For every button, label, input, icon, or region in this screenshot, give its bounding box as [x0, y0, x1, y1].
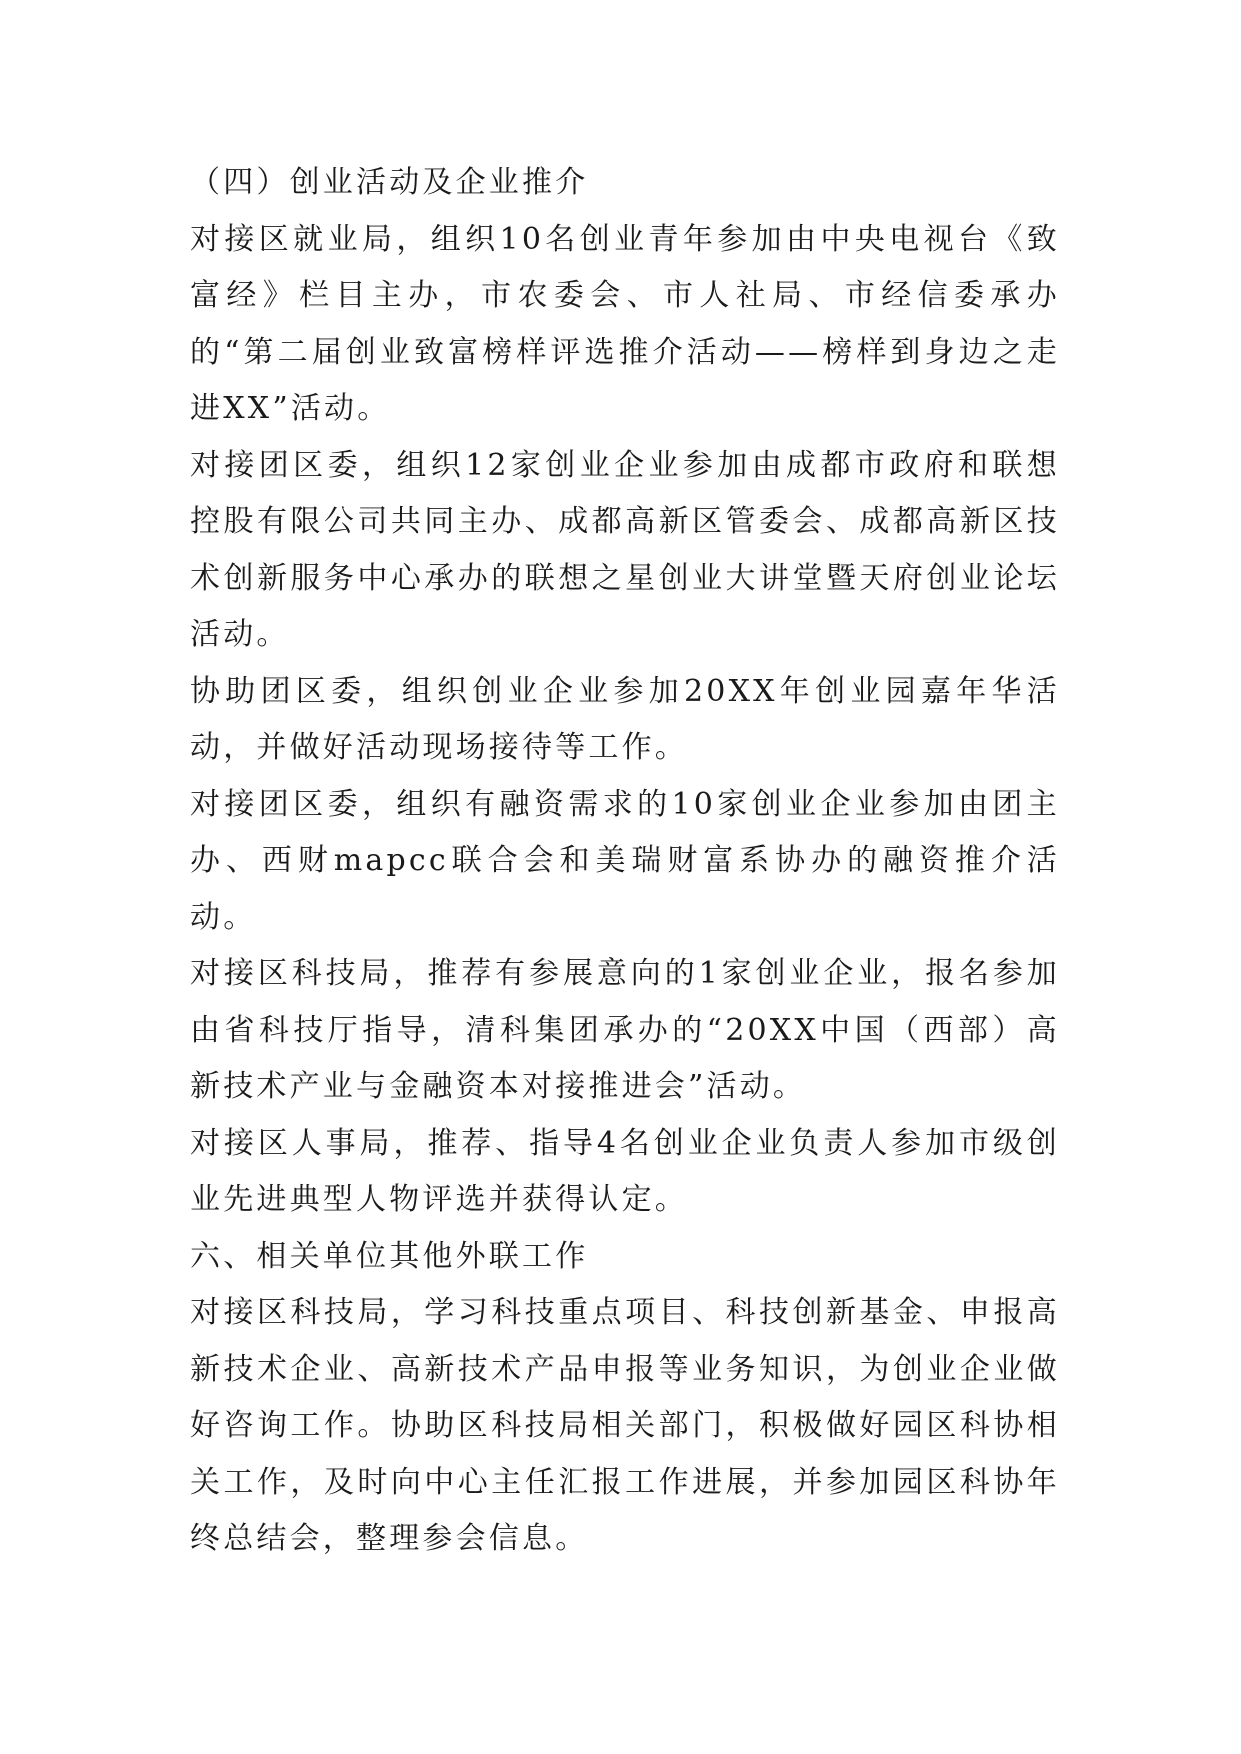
paragraph: 对接区就业局，组织10名创业青年参加由中央电视台《致富经》栏目主办，市农委会、市人社局、市经信委承办的“第二届创业致富榜样评选推介活动——榜样到身边之走进XX”活动。 [190, 221, 1060, 426]
paragraph: 对接团区委，组织有融资需求的10家创业企业参加由团主办、西财mapcc联合会和美瑞财富系协办的融资推介活动。 [190, 786, 1060, 935]
paragraph: 对接团区委，组织12家创业企业参加由成都市政府和联想控股有限公司共同主办、成都高新区管委会、成都高新区技术创新服务中心承办的联想之星创业大讲堂暨天府创业论坛活动。 [190, 447, 1060, 652]
section-heading-external-work: 六、相关单位其他外联工作 [190, 1238, 589, 1274]
paragraph: 对接区人事局，推荐、指导4名创业企业负责人参加市级创业先进典型人物评选并获得认定。 [190, 1125, 1060, 1217]
paragraph: 对接区科技局，推荐有参展意向的1家创业企业，报名参加由省科技厅指导，清科集团承办的“20XX中国（西部）高新技术产业与金融资本对接推进会”活动。 [190, 956, 1060, 1104]
paragraph: 协助团区委，组织创业企业参加20XX年创业园嘉年华活动，并做好活动现场接待等工作。 [190, 673, 1060, 765]
document-body [190, 155, 1060, 1568]
paragraph: 对接区科技局，学习科技重点项目、科技创新基金、申报高新技术企业、高新技术产品申报等业务知识，为创业企业做好咨询工作。协助区科技局相关部门，积极做好园区科协相关工作，及时向中心主任汇报工作进展，并参加园区科协年终总结会，整理参会信息。 [190, 1295, 1060, 1556]
section-heading-activities: （四）创业活动及企业推介 [190, 165, 589, 200]
